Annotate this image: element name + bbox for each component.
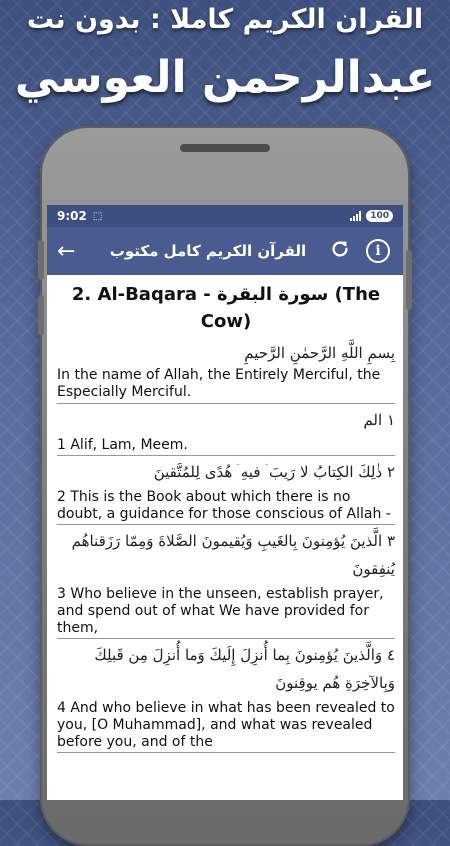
status-time: 9:02 <box>57 209 87 223</box>
surah-title: 2. Al-Baqara - سورة البقرة (The Cow) <box>71 284 381 332</box>
battery-icon: 100 <box>366 210 393 222</box>
verse-item <box>57 456 395 525</box>
verse-translation: 2 This is the Book about which there is no doubt, a guidance for those conscious of Allah - <box>57 489 391 522</box>
verse-translation: 1 Alif, Lam, Meem. <box>57 437 188 453</box>
basmala-translation: In the name of Allah, the Entirely Merciful, the Especially Merciful. <box>57 367 395 404</box>
surah-content <box>47 275 403 753</box>
phone-side-button <box>38 295 44 335</box>
refresh-icon[interactable] <box>325 238 355 264</box>
verse-item <box>57 525 395 639</box>
verse-arabic: ٤ وَالَّذينَ يُؤمِنونَ بِما أُنزِلَ إِلَيكَ وَما أُنزِلَ مِن قَبلِكَ وَبِالآخِرَةِ هُم يوقِنونَ <box>94 646 395 692</box>
signal-icon <box>350 211 361 221</box>
phone-screen <box>47 205 403 800</box>
app-bar <box>47 227 403 275</box>
phone-speaker <box>180 144 270 152</box>
promo-line-2: عبدالرحمن العوسي <box>14 52 436 103</box>
phone-power-button <box>406 250 412 310</box>
screenshot-icon: ⬚ <box>92 210 103 222</box>
verse-translation: 3 Who believe in the unseen, establish prayer, and spend out of what We have provided for them, <box>57 586 384 636</box>
verse-arabic: ١ الم <box>363 411 395 429</box>
verse-item <box>57 639 395 753</box>
arrow-left-icon[interactable]: ← <box>57 238 76 264</box>
verse-arabic: ٢ ذٰلِكَ الكِتابُ لا رَيبَ ۛ فيهِ ۛ هُدًى لِلمُتَّقينَ <box>153 463 395 481</box>
info-icon[interactable]: i <box>363 239 393 263</box>
verse-item <box>57 404 395 456</box>
promo-line-1: القران الكريم كاملا : بدون نت <box>26 4 424 35</box>
status-bar <box>47 205 403 227</box>
verse-arabic: ٣ الَّذينَ يُؤمِنونَ بِالغَيبِ وَيُقيمونَ الصَّلاةَ وَمِمّا رَزَقناهُم يُنفِقونَ <box>71 532 395 578</box>
basmala-arabic: بِسمِ اللَّهِ الرَّحمٰنِ الرَّحيمِ <box>244 344 395 362</box>
phone-side-button <box>38 240 44 280</box>
verse-translation: 4 And who believe in what has been revealed to you, [O Muhammad], and what was revealed before you, and of the <box>57 700 395 750</box>
app-title: القرآن الكريم كامل مكتوب <box>109 242 307 260</box>
